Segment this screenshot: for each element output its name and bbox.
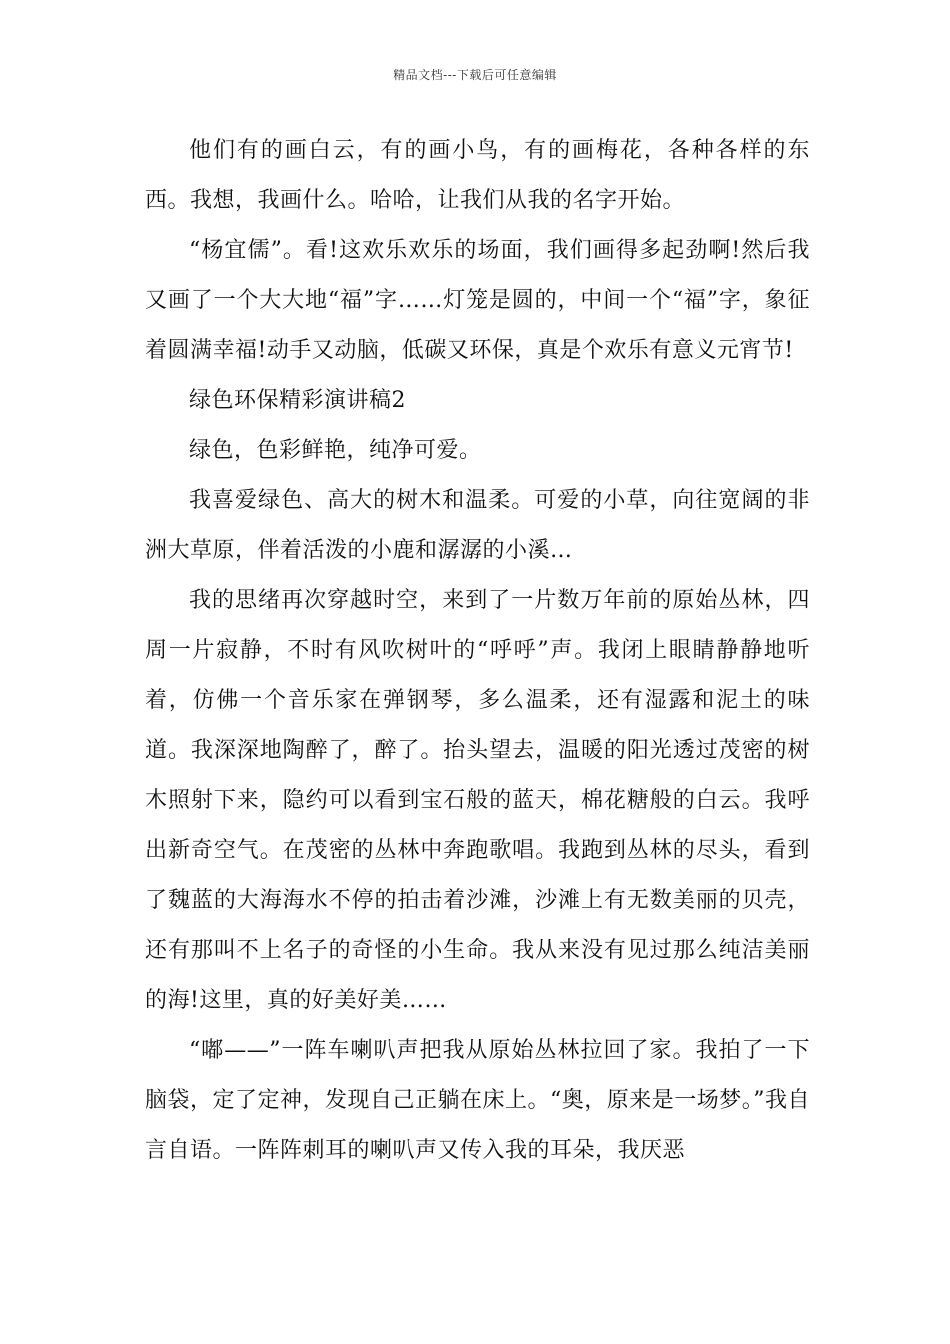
paragraph: 我的思绪再次穿越时空，来到了一片数万年前的原始丛林，四周一片寂静，不时有风吹树叶的“呼呼”声。我闭上眼睛静静地听着，仿佛一个音乐家在弹钢琴，多么温柔，还有湿露和泥土的味道。我深深地陶醉了，醉了。抬头望去，温暖的阳光透过茂密的树木照射下来，隐约可以看到宝石般的蓝天，棉花糖般的白云。我呼出新奇空气。在茂密的丛林中奔跑歌唱。我跑到丛林的尽头，看到了魏蓝的大海海水不停的拍击着沙滩，沙滩上有无数美丽的贝壳，还有那叫不上名子的奇怪的小生命。我从来没有见过那么纯洁美丽的海!这里，真的好美好美…… — [145, 588, 810, 1013]
page-header: 精品文档---下载后可任意编辑 — [393, 68, 557, 82]
paragraph: 他们有的画白云，有的画小鸟，有的画梅花，各种各样的东西。我想，我画什么。哈哈，让我们从我的名字开始。 — [145, 138, 810, 213]
paragraph: “杨宜儒”。看!这欢乐欢乐的场面，我们画得多起劲啊!然后我又画了一个大大地“福”字……灯笼是圆的，中间一个“福”字，象征着圆满幸福!动手又动脑，低碳又环保，真是个欢乐有意义元宵节! — [145, 238, 810, 363]
paragraph: “嘟——”一阵车喇叭声把我从原始丛林拉回了家。我拍了一下脑袋，定了定神，发现自己正躺在床上。“奥，原来是一场梦。”我自言自语。一阵阵刺耳的喇叭声又传入我的耳朵，我厌恶 — [145, 1038, 810, 1163]
paragraph: 我喜爱绿色、高大的树木和温柔。可爱的小草，向往宽阔的非洲大草原，伴着活泼的小鹿和潺潺的小溪… — [145, 488, 810, 563]
section-title: 绿色环保精彩演讲稿2 — [189, 388, 406, 413]
paragraph: 绿色，色彩鲜艳，纯净可爱。 — [189, 438, 482, 463]
document-body — [145, 126, 810, 1176]
